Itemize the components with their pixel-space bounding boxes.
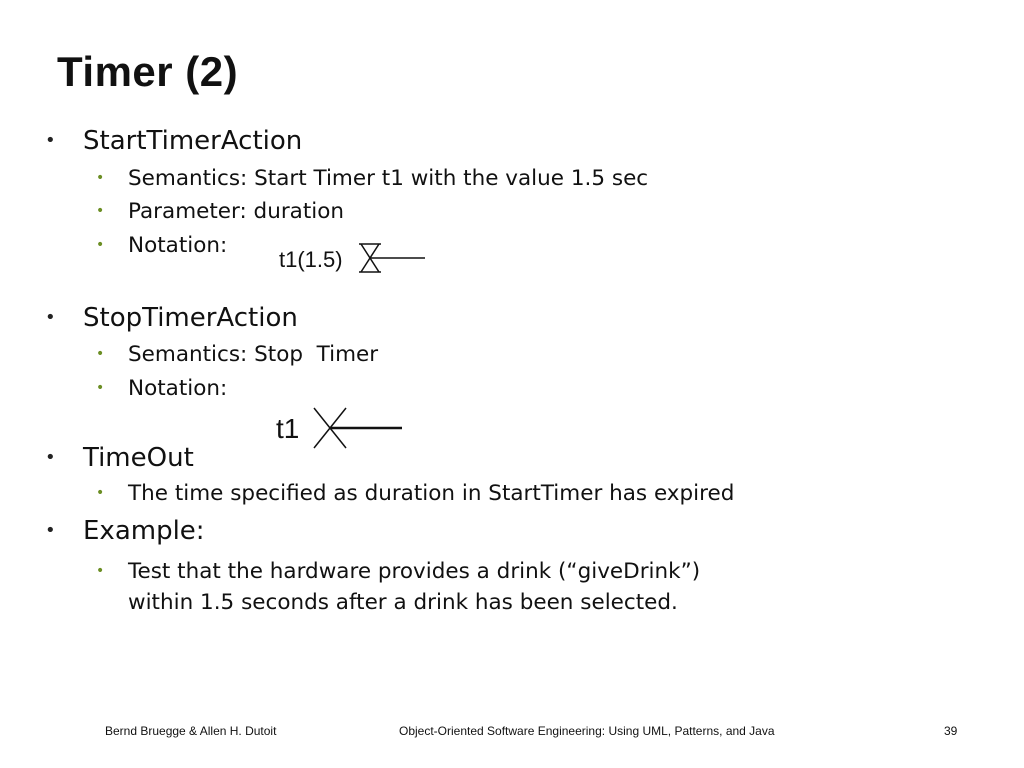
bullet-icon: • <box>45 130 56 151</box>
item-parameter: • Parameter: duration <box>96 199 345 224</box>
bullet-icon: • <box>96 380 105 396</box>
stop-timer-label: t1 <box>276 413 300 444</box>
start-timer-label: t1(1.5) <box>279 247 343 272</box>
heading-start-timer-action: StartTimerAction <box>83 126 303 156</box>
hourglass-icon <box>359 244 425 272</box>
item-semantics-stop: • Semantics: Stop Timer <box>96 342 379 367</box>
bullet-icon: • <box>96 203 105 219</box>
footer-page-number: 39 <box>944 724 958 738</box>
footer-course: Object-Oriented Software Engineering: Using UML, Patterns, and Java <box>399 724 775 738</box>
footer-authors: Bernd Bruegge & Allen H. Dutoit <box>105 724 277 738</box>
bullet-icon: • <box>45 307 56 328</box>
heading-stop-timer-action: StopTimerAction <box>83 303 298 333</box>
bullet-icon: • <box>96 563 105 579</box>
item-timeout-desc: • The time specified as duration in StartTimer has expired <box>96 481 735 506</box>
slide-title: Timer (2) <box>57 48 239 95</box>
bullet-icon: • <box>45 520 56 541</box>
stop-timer-notation <box>272 404 412 452</box>
item-semantics-start: • Semantics: Start Timer t1 with the value 1.5 sec <box>96 166 649 191</box>
bullet-timeout <box>45 443 194 473</box>
bullet-start-timer-action <box>45 126 302 156</box>
bullet-icon: • <box>96 170 105 186</box>
bullet-icon: • <box>96 346 105 362</box>
start-timer-notation <box>275 238 435 278</box>
bullet-icon: • <box>96 485 105 501</box>
heading-example: Example: <box>83 516 205 546</box>
item-notation-stop: • Notation: <box>96 376 228 401</box>
bullet-icon: • <box>96 237 105 253</box>
bullet-stop-timer-action <box>45 303 298 333</box>
item-example-desc: • Test that the hardware provides a drink (“giveDrink”) within 1.5 seconds after a drink has been selected. <box>96 559 701 615</box>
item-notation-start: • Notation: <box>96 233 228 258</box>
heading-timeout: TimeOut <box>83 443 194 473</box>
stop-x-icon <box>314 408 402 448</box>
bullet-icon: • <box>45 447 56 468</box>
bullet-example <box>45 516 205 546</box>
